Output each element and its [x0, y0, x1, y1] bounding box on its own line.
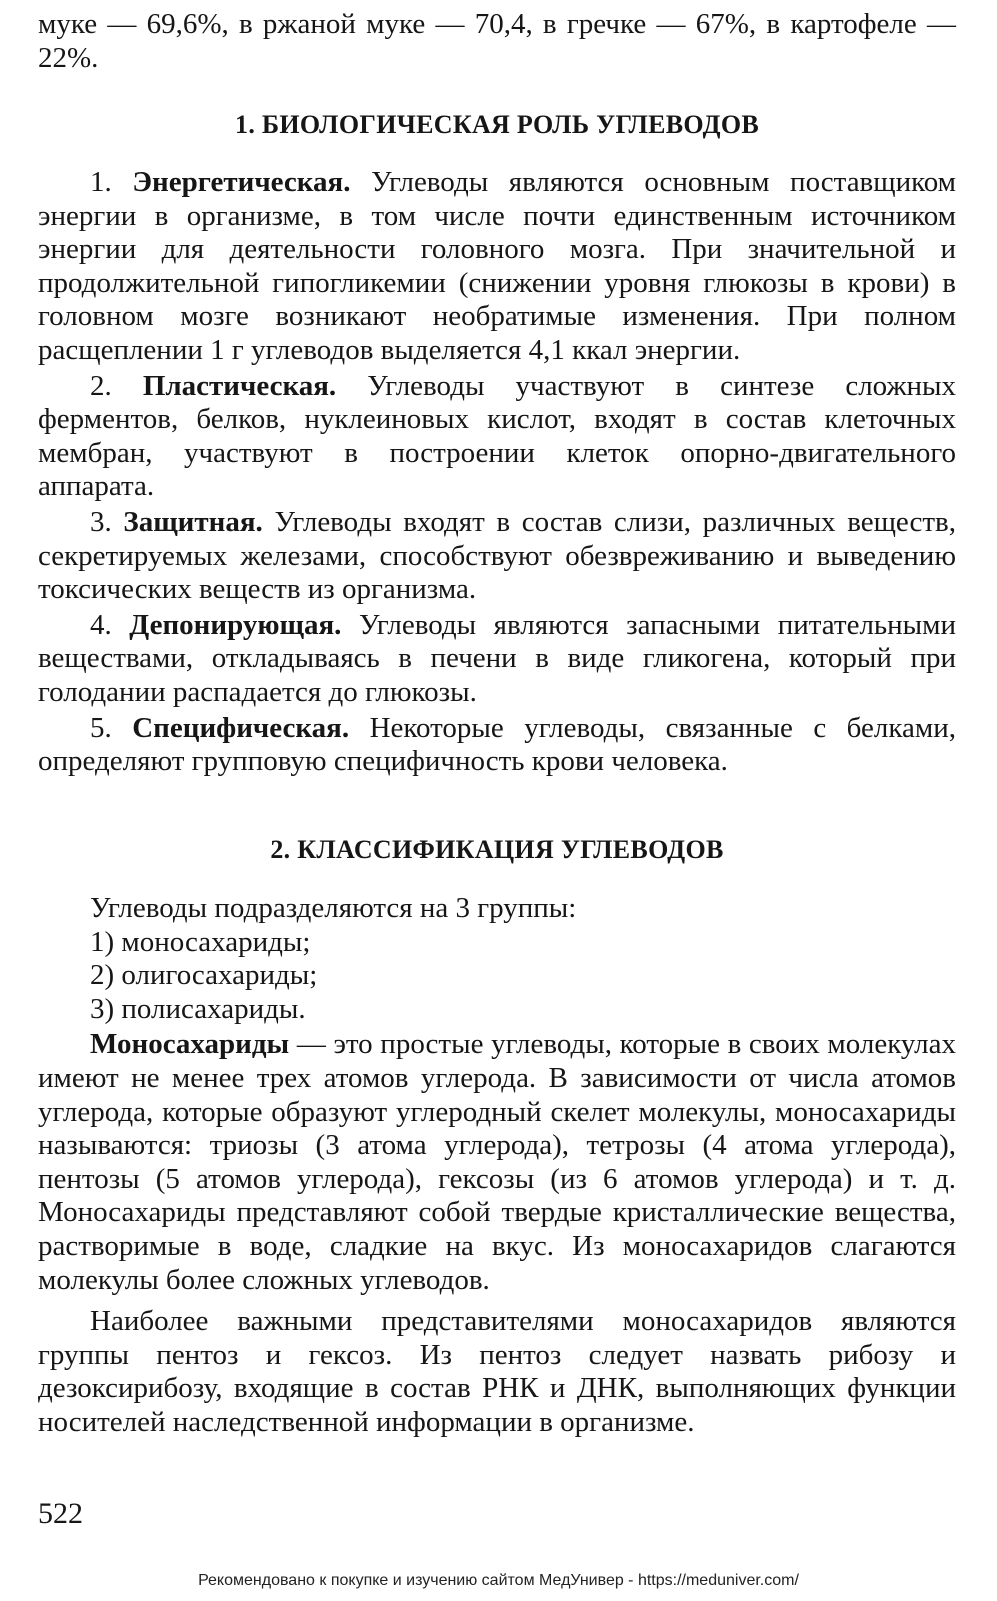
intro-text: муке — 69,6%, в ржаной муке — 70,4, в гречке — 67%, в картофеле — 22%.: [38, 8, 956, 74]
role-item-plastic: [38, 370, 956, 504]
role-item-energy: [38, 166, 956, 368]
item-number: 3.: [90, 505, 112, 538]
section-1-heading: 1. БИОЛОГИЧЕСКАЯ РОЛЬ УГЛЕВОДОВ: [235, 110, 759, 139]
representatives-paragraph: Наиболее важными представителями моносахаридов являются группы пентоз и гексоз. Из пентоз следует назвать рибозу и дезоксирибозу, входящие в состав РНК и ДНК, выполняющих функции носителей наследственной информации в организме.: [38, 1305, 956, 1438]
item-text: Углеводы являются запасными питательными веществами, откладываясь в печени в виде гликогена, который при голодании распадается до глюкозы.: [38, 608, 957, 708]
monosaccharides-term: Моносахариды: [90, 1028, 290, 1061]
role-item-storage: [38, 609, 956, 710]
role-item-specific: [38, 712, 956, 779]
section-heading-classification: [38, 835, 956, 865]
item-text: Углеводы участвуют в синтезе сложных ферментов, белков, нуклеиновых кислот, входят в состав клеточных мембран, участвуют в построении клеток опорно-двигательного аппарата.: [38, 369, 957, 503]
item-term: Пластическая.: [142, 369, 337, 402]
item-term: Специфическая.: [132, 711, 350, 744]
footer-recommendation: Рекомендовано к покупке и изучению сайтом МедУнивер - https://meduniver.com/: [198, 1572, 799, 1589]
item-number: 4.: [90, 608, 112, 641]
item-term: Защитная.: [123, 505, 263, 538]
item-text: Углеводы являются основным поставщиком энергии в организме, в том числе почти единственным источником энергии для деятельности головного мозга. При значительной и продолжительной гипогликемии (снижении уровня глюкозы в крови) в головном мозге возникают необратимые изменения. При полном расщеплении 1 г углеводов выделяется 4,1 ккал энергии.: [38, 166, 957, 366]
group-item: 3) полисахариды.: [90, 992, 306, 1025]
item-number: 5.: [90, 711, 112, 744]
roles-list: [38, 166, 956, 779]
classification-block: [38, 892, 956, 1440]
section-heading-biological-role: [38, 110, 956, 140]
section-2-heading: 2. КЛАССИФИКАЦИЯ УГЛЕВОДОВ: [270, 835, 724, 864]
item-term: Депонирующая.: [129, 608, 342, 641]
monosaccharides-text: — это простые углеводы, которые в своих молекулах имеют не менее трех атомов углерода. В зависимости от числа атомов углерода, которые образуют углеродный скелет молекулы, моносахариды называются: триозы (3 атома углерода), тетрозы (4 атома углерода), пентозы (5 атомов углерода), гексозы (из 6 атомов углерода) и т. д. Моносахариды представляют собой твердые кристаллические вещества, растворимые в воде, сладкие на вкус. Из моносахаридов слагаются молекулы более сложных углеводов.: [38, 1028, 956, 1296]
item-number: 2.: [90, 369, 112, 402]
item-term: Энергетическая.: [132, 166, 351, 198]
book-page: [38, 0, 956, 1601]
intro-paragraph: [38, 8, 956, 75]
group-item: 1) моносахариды;: [90, 925, 311, 958]
monosaccharides-paragraph: [38, 1028, 956, 1297]
classification-lead: Углеводы подразделяются на 3 группы:: [90, 892, 577, 924]
group-item: 2) олигосахариды;: [90, 959, 318, 992]
item-text: Углеводы входят в состав слизи, различных веществ, секретируемых железами, способствуют обезвреживанию и выведению токсических веществ из организма.: [38, 505, 956, 606]
role-item-protective: [38, 506, 956, 607]
page-number: 522: [38, 1497, 83, 1530]
item-number: 1.: [90, 166, 112, 198]
item-text: Некоторые углеводы, связанные с белками, определяют групповую специфичность крови человека.: [38, 711, 957, 778]
